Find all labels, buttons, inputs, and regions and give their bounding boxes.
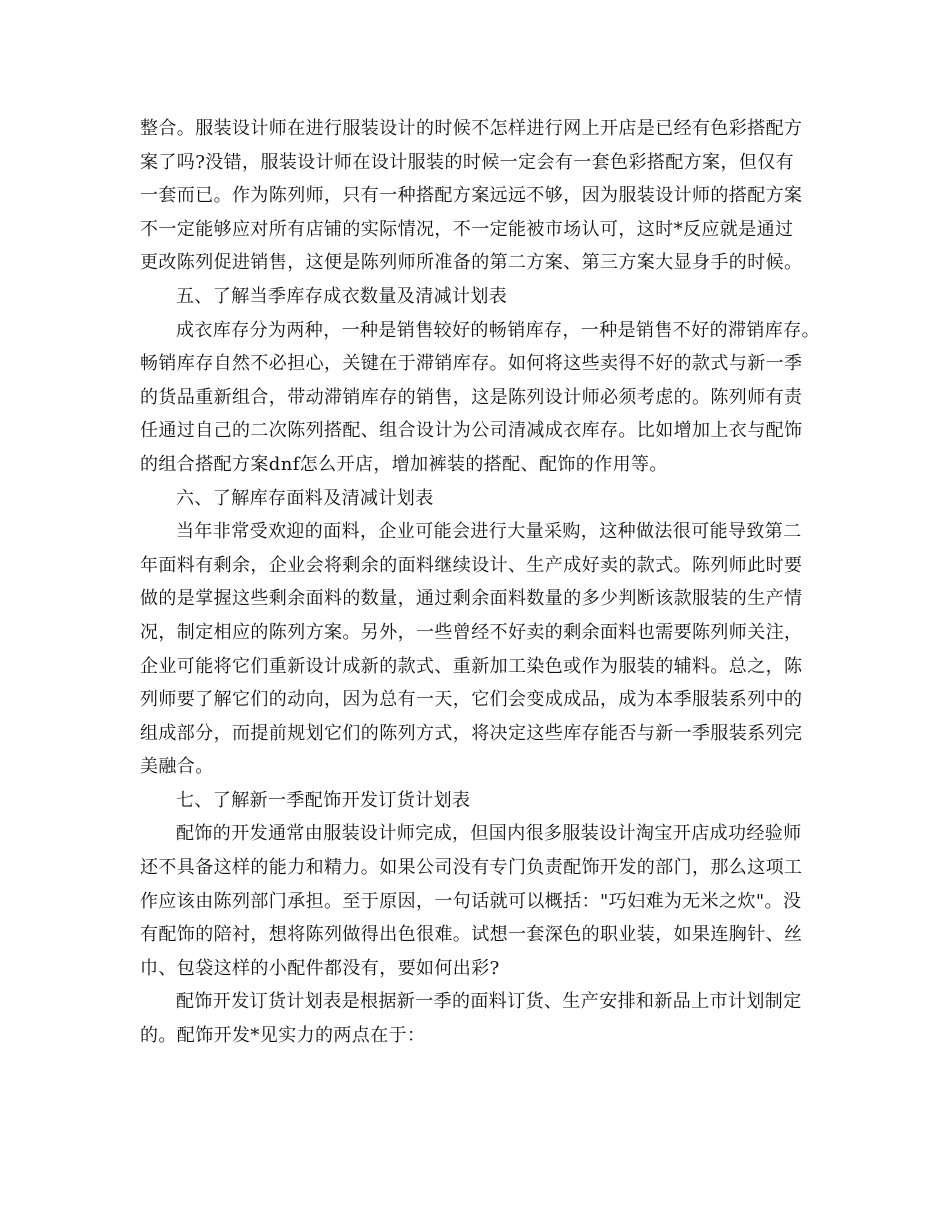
paragraph-fabric-inventory [140,515,830,784]
section-heading-6: 六、了解库存面料及清减计划表 [176,487,434,509]
text-line: 整合。服装设计师在进行服装设计的时候不怎样进行网上开店是已经有色彩搭配方 [140,118,803,139]
text-line: 一套而已。作为陈列师，只有一种搭配方案远远不够，因为服装设计师的搭配方案 [140,185,803,207]
text-line: 配饰开发订货计划表是根据新一季的面料订货、生产安排和新品上市计划制定 [176,991,802,1013]
text-line: 组成部分，而提前规划它们的陈列方式，将决定这些库存能否与新一季服装系列完 [140,722,803,744]
paragraph-garment-inventory [140,314,830,482]
text-line: 美融合。 [140,756,214,778]
section-heading-5: 五、了解当季库存成衣数量及清减计划表 [176,285,508,307]
text-line: 案了吗?没错，服装设计师在设计服装的时候一定会有一套色彩搭配方案，但仅有 [140,151,795,173]
section-heading-7: 七、了解新一季配饰开发订货计划表 [176,789,471,811]
text-line: 任通过自己的二次陈列搭配、组合设计为公司清减成衣库存。比如增加上衣与配饰 [140,420,803,442]
text-line: 列师要了解它们的动向，因为总有一天，它们会变成成品，成为本季服装系列中的 [140,689,803,711]
text-line: 况，制定相应的陈列方案。另外，一些曾经不好卖的剩余面料也需要陈列师关注， [140,621,803,643]
text-line: 做的是掌握这些剩余面料的数量，通过剩余面料数量的多少判断该款服装的生产情 [140,588,803,610]
text-line: 企业可能将它们重新设计成新的款式、重新加工染色或作为服装的辅料。总之，陈 [140,655,803,677]
paragraph-accessories-plan [140,985,830,1052]
text-line: 还不具备这样的能力和精力。如果公司没有专门负责配饰开发的部门，那么这项工 [140,857,803,879]
text-line: 的货品重新组合，带动滞销库存的销售，这是陈列设计师必须考虑的。陈列师有责 [140,386,803,408]
text-line: 巾、包袋这样的小配件都没有，要如何出彩? [140,957,500,979]
text-line: 不一定能够应对所有店铺的实际情况，不一定能被市场认可，这时*反应就是通过 [140,218,794,240]
paragraph-accessories-development [140,817,830,985]
text-line: 当年非常受欢迎的面料，企业可能会进行大量采购，这种做法很可能导致第二 [176,521,802,543]
text-line: 配饰的开发通常由服装设计师完成，但国内很多服装设计淘宝开店成功经验师 [176,823,802,845]
text-line: 年面料有剩余，企业会将剩余的面料继续设计、生产成好卖的款式。陈列师此时要 [140,554,803,576]
text-line: 的。配饰开发*见实力的两点在于： [140,1025,426,1047]
text-line: 有配饰的陪衬，想将陈列做得出色很难。试想一套深色的职业装，如果连胸针、丝 [140,924,803,946]
text-line: 的组合搭配方案dnf怎么开店，增加裤装的搭配、配饰的作用等。 [140,453,668,475]
text-line: 作应该由陈列部门承担。至于原因，一句话就可以概括："巧妇难为无米之炊"。没 [140,890,802,912]
text-line: 畅销库存自然不必担心，关键在于滞销库存。如何将这些卖得不好的款式与新一季 [140,353,803,375]
text-line: 更改陈列促进销售，这便是陈列师所准备的第二方案、第三方案大显身手的时候。 [140,252,803,274]
paragraph-color-scheme [140,112,830,280]
text-line: 成衣库存分为两种，一种是销售较好的畅销库存，一种是销售不好的滞销库存。 [176,319,820,341]
